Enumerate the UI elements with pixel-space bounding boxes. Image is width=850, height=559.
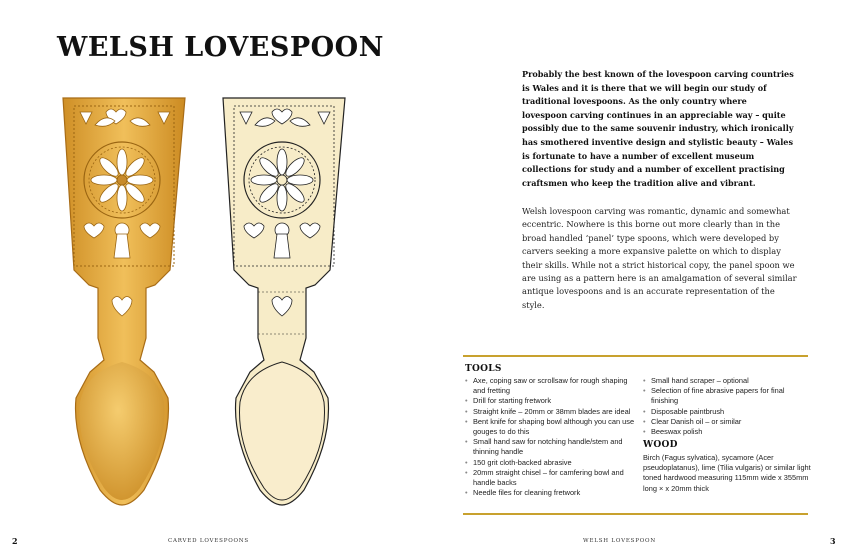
top-gold-rule <box>463 355 808 357</box>
lovespoon-pattern-drawing <box>223 98 345 505</box>
list-item: • Small hand scraper – optional <box>643 376 811 386</box>
carved-lovespoon-photo <box>63 98 185 505</box>
wood-heading: WOOD <box>643 440 678 450</box>
left-running-head: CARVED LOVESPOONS <box>168 538 249 544</box>
wood-text: Birch (Fagus sylvatica), sycamore (Acer pseudoplatanus), lime (Tilia vulgaris) or similar light toned hardwood measuring 115mm wide x 355mm long × x 20mm thick <box>643 453 811 493</box>
list-item: • Axe, coping saw or scrollsaw for rough shaping and fretting <box>465 376 635 396</box>
list-item: • 150 grit cloth-backed abrasive <box>465 458 635 468</box>
right-running-head: WELSH LOVESPOON <box>583 538 656 544</box>
list-item: • Beeswax polish <box>643 427 811 437</box>
list-item: • Bent knife for shaping bowl although you can use gouges to do this <box>465 417 635 437</box>
tools-heading: TOOLS <box>465 364 502 374</box>
list-item: • Straight knife – 20mm or 38mm blades are ideal <box>465 407 635 417</box>
list-item: • Disposable paintbrush <box>643 407 811 417</box>
left-page-number: 2 <box>12 536 18 546</box>
page-title: WELSH LOVESPOON <box>57 32 384 63</box>
list-item: • Clear Danish oil – or similar <box>643 417 811 427</box>
list-item: • Needle files for cleaning fretwork <box>465 488 635 498</box>
body-paragraph: Welsh lovespoon carving was romantic, dynamic and somewhat eccentric. Nowhere is this borne out more clearly than in the broad handled ‘panel’ type spoons, which were developed by carvers seeking a more expansive palette on which to display their skills. While not a strict historical copy, the panel spoon we are using as a pattern here is an amalgamation of several similar antique lovespoons and is an accurate representation of the style. <box>522 206 797 310</box>
list-item: • Selection of fine abrasive papers for final finishing <box>643 386 811 406</box>
tools-list-right <box>643 376 811 437</box>
right-page-number: 3 <box>830 536 836 546</box>
intro-paragraph: Probably the best known of the lovespoon carving countries is Wales and it is there that we will begin our study of traditional lovespoons. As the only country where lovespoon carving continues in an appreciable way – quite possibly due to the same souvenir industry, which ironically has smothered inventive design and stylistic beauty – Wales is fortunate to have a number of excellent museum collections for study and a number of excellent practising craftsmen who keep the tradition alive and vibrant. <box>522 69 794 188</box>
tools-list-left <box>465 376 635 498</box>
list-item: • Drill for starting fretwork <box>465 396 635 406</box>
list-item: • Small hand saw for notching handle/stem and thinning handle <box>465 437 635 457</box>
list-item: • 20mm straight chisel – for camfering bowl and handle backs <box>465 468 635 488</box>
bottom-gold-rule <box>463 513 808 515</box>
